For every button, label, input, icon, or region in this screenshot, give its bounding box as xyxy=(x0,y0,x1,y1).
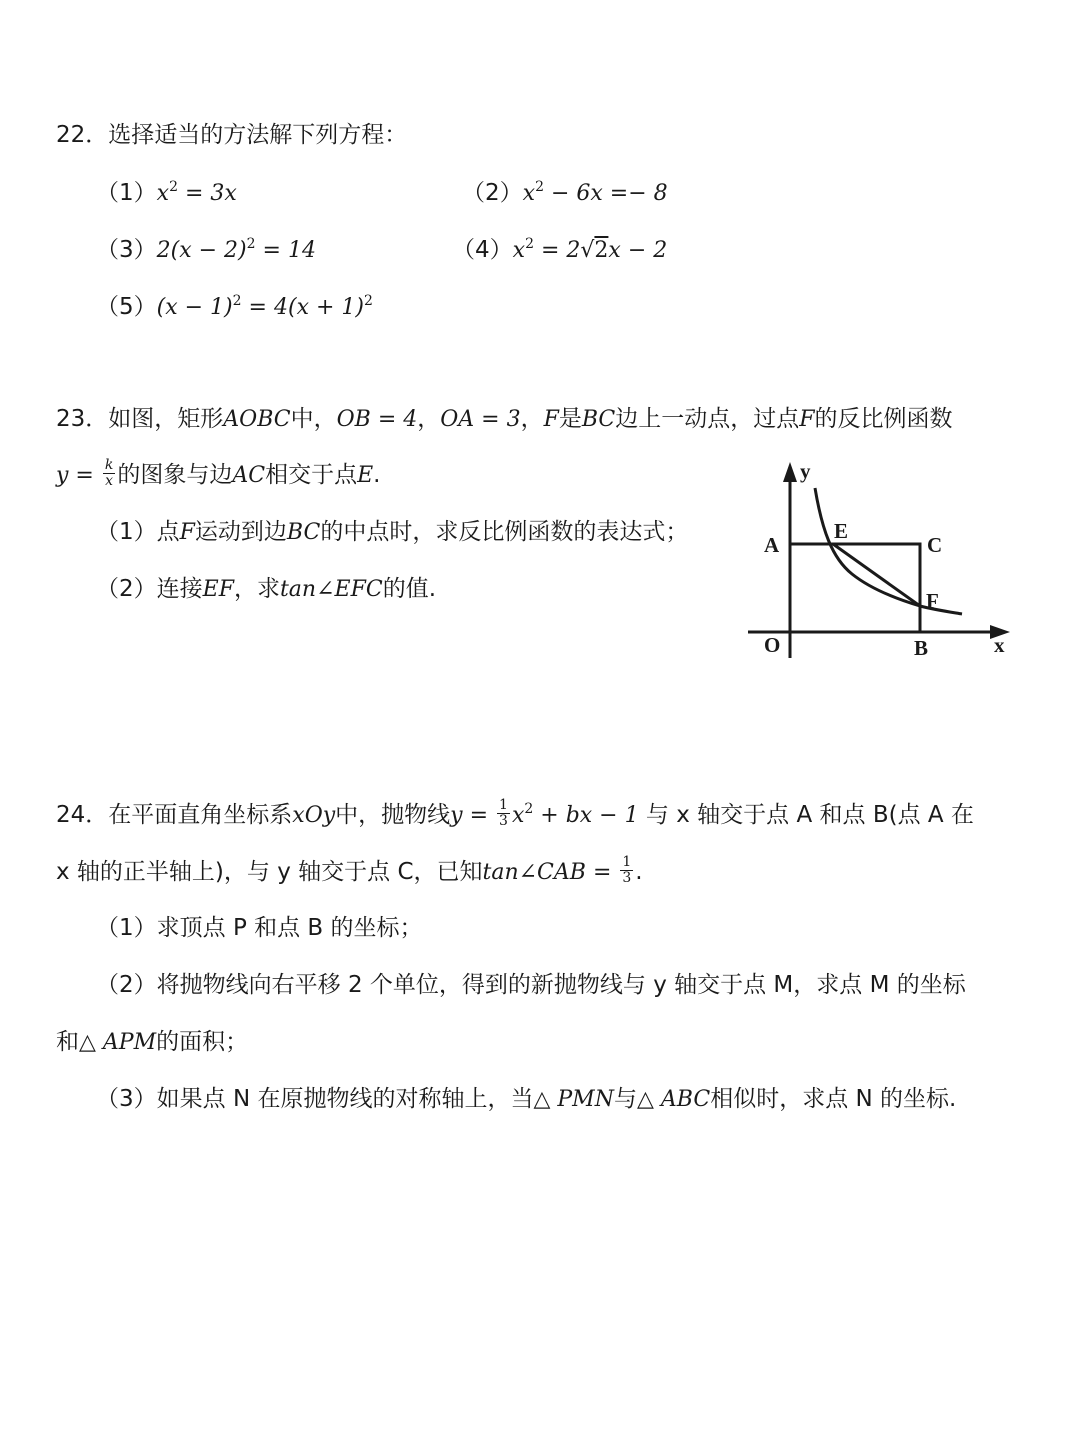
q23-part-2: （2）连接EF，求tan∠EFC的值. xyxy=(96,576,436,602)
fraction-one-third: $\frac{1}{3}$ xyxy=(499,797,508,829)
q22-title: 22．选择适当的方法解下列方程： xyxy=(56,122,408,148)
q23-line-2: y = $\frac{k}{x}$ 的图象与边AC相交于点E. xyxy=(56,457,381,489)
segment-EF xyxy=(833,544,920,606)
label-x: x xyxy=(994,633,1005,657)
q22-item-5 xyxy=(96,290,373,325)
rectangle-AOBC xyxy=(790,544,920,632)
q24-line-2: x 轴的正半轴上)，与 y 轴交于点 C，已知tan∠CAB = $\frac{1}{3}$ . xyxy=(56,854,643,886)
q22-item-3 xyxy=(96,233,316,268)
equation: $2(x - 2)^2 = 14$ xyxy=(156,236,316,263)
equation: $x^2 = 2√2x - 2$ xyxy=(512,236,668,263)
q22-item-1 xyxy=(96,176,237,211)
item-number: （5） xyxy=(96,294,157,320)
item-number: （2） xyxy=(462,180,523,206)
fraction-one-third: $\frac{1}{3}$ xyxy=(622,854,632,886)
q23-line-1: 23．如图，矩形AOBC中，OB = 4，OA = 3，F是BC边上一动点，过点F的反比例函数 xyxy=(56,406,953,432)
label-B: B xyxy=(914,636,929,660)
fraction-k-over-x: $\frac{k}{x}$ xyxy=(104,457,114,489)
label-E: E xyxy=(834,519,849,543)
q22-item-4 xyxy=(452,233,667,268)
q24-part-2-line-2: 和△ APM的面积； xyxy=(56,1029,249,1055)
y-axis-arrow xyxy=(783,462,797,482)
label-y: y xyxy=(800,459,811,483)
label-O: O xyxy=(764,633,781,657)
item-number: （1） xyxy=(96,180,157,206)
equation: $(x - 1)^2 = 4(x + 1)^2$ xyxy=(156,293,373,320)
item-number: （4） xyxy=(452,237,513,263)
rectangle-hyperbola-figure xyxy=(740,458,1030,668)
label-A: A xyxy=(764,533,780,557)
q24-part-1: （1）求顶点 P 和点 B 的坐标； xyxy=(96,915,423,941)
label-F: F xyxy=(926,589,939,613)
label-C: C xyxy=(927,533,943,557)
item-number: （3） xyxy=(96,237,157,263)
q24-part-3: （3）如果点 N 在原抛物线的对称轴上，当△ PMN与△ ABC相似时，求点 N 的坐标. xyxy=(96,1086,957,1112)
q22-item-2 xyxy=(462,176,668,211)
q24-part-2-line-1: （2）将抛物线向右平移 2 个单位，得到的新抛物线与 y 轴交于点 M，求点 M 的坐标 xyxy=(96,972,966,998)
q24-line-1: 24．在平面直角坐标系xOy中，抛物线y = $\frac{1}{3}$ $x^2$ + bx − 1 与 x 轴交于点 A 和点 B(点 A 在 xyxy=(56,797,974,829)
q23-part-1: （1）点F运动到边BC的中点时，求反比例函数的表达式； xyxy=(96,519,689,545)
equation: $x^2 = 3x$ xyxy=(156,179,237,206)
equation: $x^2 - 6x =- 8$ xyxy=(522,179,668,206)
